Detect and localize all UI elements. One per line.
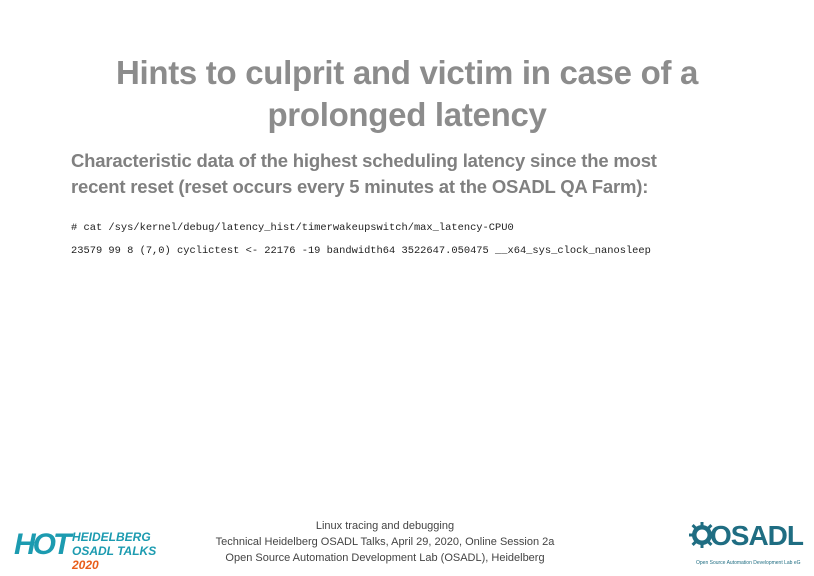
hot-logo bbox=[14, 528, 174, 572]
hot-logo-year: 2020 bbox=[72, 558, 99, 572]
footer-text bbox=[190, 518, 580, 566]
osadl-tagline: Open Source Automation Development Lab eG bbox=[696, 560, 801, 566]
footer-line3: Open Source Automation Development Lab (OSADL), Heidelberg bbox=[225, 552, 545, 564]
hot-logo-text bbox=[72, 530, 174, 572]
command-output: 23579 99 8 (7,0) cyclictest <- 22176 -19 bandwidth64 3522647.050475 __x64_sys_clock_nanosleep bbox=[71, 245, 651, 257]
hot-logo-talks: OSADL TALKS bbox=[72, 544, 157, 558]
hot-logo-line2 bbox=[72, 544, 174, 572]
hot-logo-line1: HEIDELBERG bbox=[72, 530, 151, 544]
osadl-logo bbox=[688, 520, 806, 570]
footer-line1: Linux tracing and debugging bbox=[315, 520, 455, 532]
slide-subtitle: Characteristic data of the highest scheduling latency since the most recent reset (reset occurs every 5 minutes at the OSADL QA Farm): bbox=[71, 150, 657, 197]
slide-title: Hints to culprit and victim in case of a prolonged latency bbox=[115, 54, 699, 133]
hot-logo-mark: HOT bbox=[14, 528, 69, 561]
command-line: # cat /sys/kernel/debug/latency_hist/timerwakeupswitch/max_latency-CPU0 bbox=[71, 222, 514, 234]
footer-line2: Technical Heidelberg OSADL Talks, April 29, 2020, Online Session 2a bbox=[215, 536, 555, 548]
osadl-wordmark: OSADL bbox=[710, 520, 803, 551]
